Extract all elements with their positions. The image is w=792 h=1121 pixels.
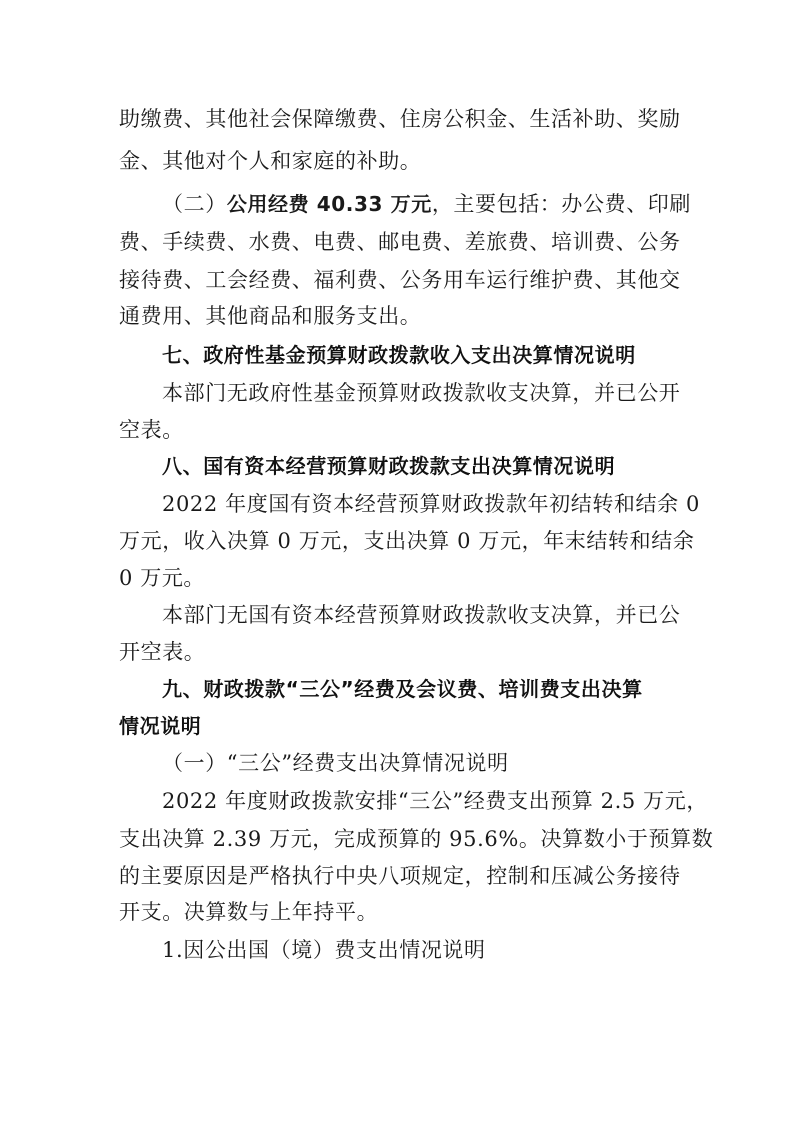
paragraph-line: 0 万元。 — [119, 566, 206, 590]
paragraph-line: 支出决算 2.39 万元，完成预算的 95.6%。决算数小于预算数 — [119, 827, 714, 851]
paragraph-line-public-funds — [162, 186, 692, 222]
paragraph-line: 空表。 — [119, 418, 184, 442]
paragraph-line: 开支。决算数与上年持平。 — [119, 900, 379, 924]
public-funds-description: ，主要包括：办公费、印刷 — [431, 192, 692, 216]
paragraph-line: 本部门无政府性基金预算财政拨款收支决算，并已公开 — [162, 381, 681, 405]
paragraph-line: 2022 年度国有资本经营预算财政拨款年初结转和结余 0 — [162, 492, 700, 516]
subsection-heading: （一）“三公”经费支出决算情况说明 — [162, 751, 509, 775]
paragraph-line: 开空表。 — [119, 640, 206, 664]
paragraph-line: 本部门无国有资本经营预算财政拨款收支决算，并已公 — [162, 603, 681, 627]
public-funds-amount: 公用经费 40.33 万元 — [226, 192, 432, 216]
section-heading-9-continued: 情况说明 — [119, 714, 202, 738]
list-marker: （二） — [162, 192, 227, 216]
paragraph-line: 接待费、工会经费、福利费、公务用车运行维护费、其他交 — [119, 268, 681, 292]
section-heading-7: 七、政府性基金预算财政拨款收入支出决算情况说明 — [162, 343, 636, 367]
paragraph-line: 万元，收入决算 0 万元，支出决算 0 万元，年末结转和结余 — [119, 529, 695, 553]
paragraph-line: 2022 年度财政拨款安排“三公”经费支出预算 2.5 万元， — [162, 789, 708, 813]
subsection-heading: 1.因公出国（境）费支出情况说明 — [162, 938, 486, 962]
paragraph-line: 通费用、其他商品和服务支出。 — [119, 304, 422, 328]
section-heading-8: 八、国有资本经营预算财政拨款支出决算情况说明 — [162, 454, 616, 478]
paragraph-line: 金、其他对个人和家庭的补助。 — [119, 149, 422, 173]
section-heading-9: 九、财政拨款“三公”经费及会议费、培训费支出决算 — [162, 677, 643, 701]
paragraph-line: 费、手续费、水费、电费、邮电费、差旅费、培训费、公务 — [119, 230, 681, 254]
paragraph-line: 的主要原因是严格执行中央八项规定，控制和压减公务接待 — [119, 864, 681, 888]
paragraph-line: 助缴费、其他社会保障缴费、住房公积金、生活补助、奖励 — [119, 107, 681, 131]
